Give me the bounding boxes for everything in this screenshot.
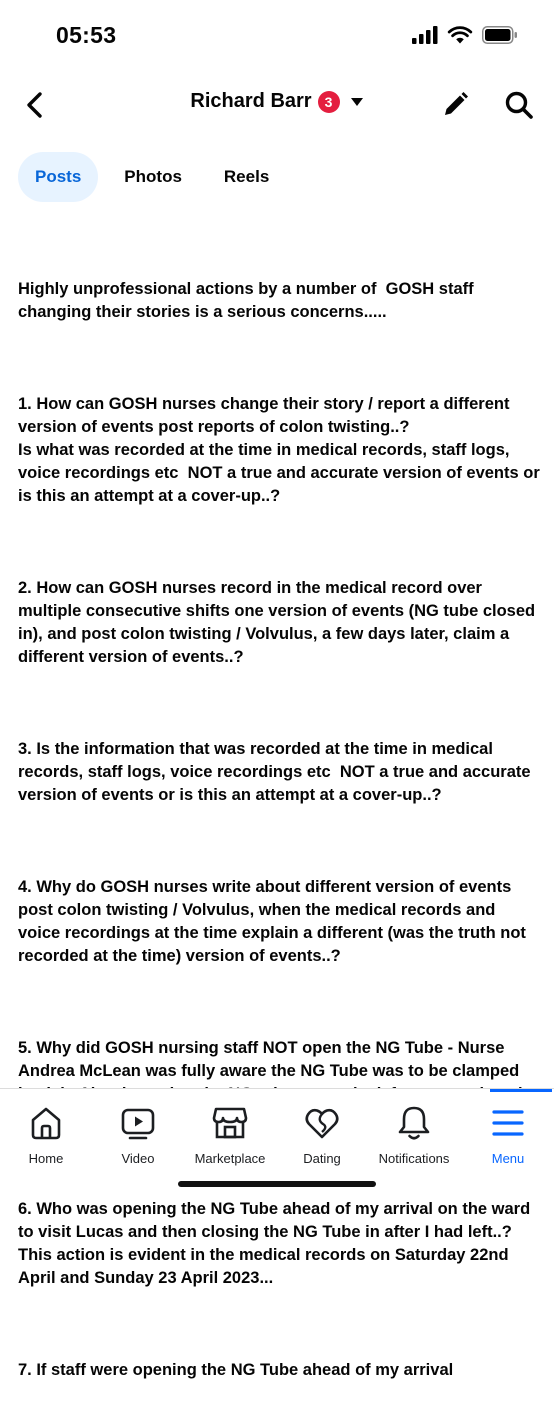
bell-icon xyxy=(398,1105,430,1141)
home-icon xyxy=(29,1105,63,1141)
profile-tabs xyxy=(18,152,285,202)
battery-icon xyxy=(482,26,518,49)
marketplace-icon xyxy=(211,1105,249,1141)
nav-dating[interactable] xyxy=(272,1103,372,1166)
nav-menu[interactable] xyxy=(458,1103,558,1166)
post-body xyxy=(18,232,540,1428)
nav-marketplace-label: Marketplace xyxy=(194,1151,266,1166)
nav-menu-label: Menu xyxy=(491,1151,525,1166)
nav-marketplace[interactable] xyxy=(180,1103,280,1166)
nav-notifications[interactable] xyxy=(364,1103,464,1166)
pencil-icon xyxy=(441,91,469,119)
post-paragraph: Highly unprofessional actions by a number of GOSH staff changing their stories is a serious concerns..... xyxy=(18,280,479,321)
tab-posts[interactable]: Posts xyxy=(18,152,98,202)
status-bar xyxy=(0,0,554,72)
profile-name: Richard Barr xyxy=(190,90,312,112)
cellular-signal-icon xyxy=(412,26,438,49)
active-tab-indicator xyxy=(490,1089,552,1092)
nav-notifications-label: Notifications xyxy=(378,1151,450,1166)
tab-reels[interactable]: Reels xyxy=(223,167,270,186)
nav-home-label: Home xyxy=(28,1151,64,1166)
post-paragraph: 5. Why did GOSH nursing staff NOT open the NG Tube - Nurse Andrea McLean was fully aware the NG Tube was to be clamped xyxy=(18,1039,520,1080)
post-paragraph: 3. Is the information that was recorded at the time in medical records, staff logs, voice recordings etc NOT a true and accurate version of events or is this an attempt at a cover-up..? xyxy=(18,740,536,804)
post-paragraph: 2. How can GOSH nurses record in the medical record over multiple consecutive shifts one version of events (NG tube closed in), and post colon twisting / Volvulus, a few days later, claim a different version of events..? xyxy=(18,579,540,666)
menu-icon xyxy=(491,1108,525,1138)
nav-video[interactable] xyxy=(88,1103,188,1166)
nav-dating-label: Dating xyxy=(303,1151,341,1166)
home-indicator xyxy=(178,1181,376,1187)
post-paragraph: 6. Who was opening the NG Tube ahead of my arrival on the ward to visit Lucas and then closing the NG Tube in after I had left..? This action is evident in the medical records on Saturday 22nd April and Sunday 23 April 2023... xyxy=(18,1200,531,1287)
status-time: 05:53 xyxy=(56,22,117,48)
status-icons xyxy=(412,26,518,49)
dating-icon xyxy=(304,1106,340,1140)
post-paragraph: 7. If staff were opening the NG Tube ahead of my arrival xyxy=(18,1361,454,1379)
caret-down-icon xyxy=(350,97,364,107)
post-paragraph: 1. How can GOSH nurses change their story / report a different version of events post reports of colon twisting..? Is what was recorded at the time in medical records, staff logs, voice recordings etc NOT a true and accurate version of events or is this an attempt at a cover-up..? xyxy=(18,395,540,505)
edit-button[interactable] xyxy=(438,88,472,122)
search-icon xyxy=(504,90,534,120)
notification-badge: 3 xyxy=(318,91,340,113)
tab-photos[interactable]: Photos xyxy=(124,167,182,186)
profile-header xyxy=(0,80,554,130)
nav-home[interactable] xyxy=(0,1103,96,1166)
video-icon xyxy=(120,1105,156,1141)
search-button[interactable] xyxy=(502,88,536,122)
wifi-icon xyxy=(448,26,472,49)
nav-video-label: Video xyxy=(121,1151,155,1166)
post-paragraph: 4. Why do GOSH nurses write about different version of events post colon twisting / Volvulus, when the medical records and voice recordings at the time explain a different (was the truth not recorded at the time) version of events..? xyxy=(18,878,531,965)
